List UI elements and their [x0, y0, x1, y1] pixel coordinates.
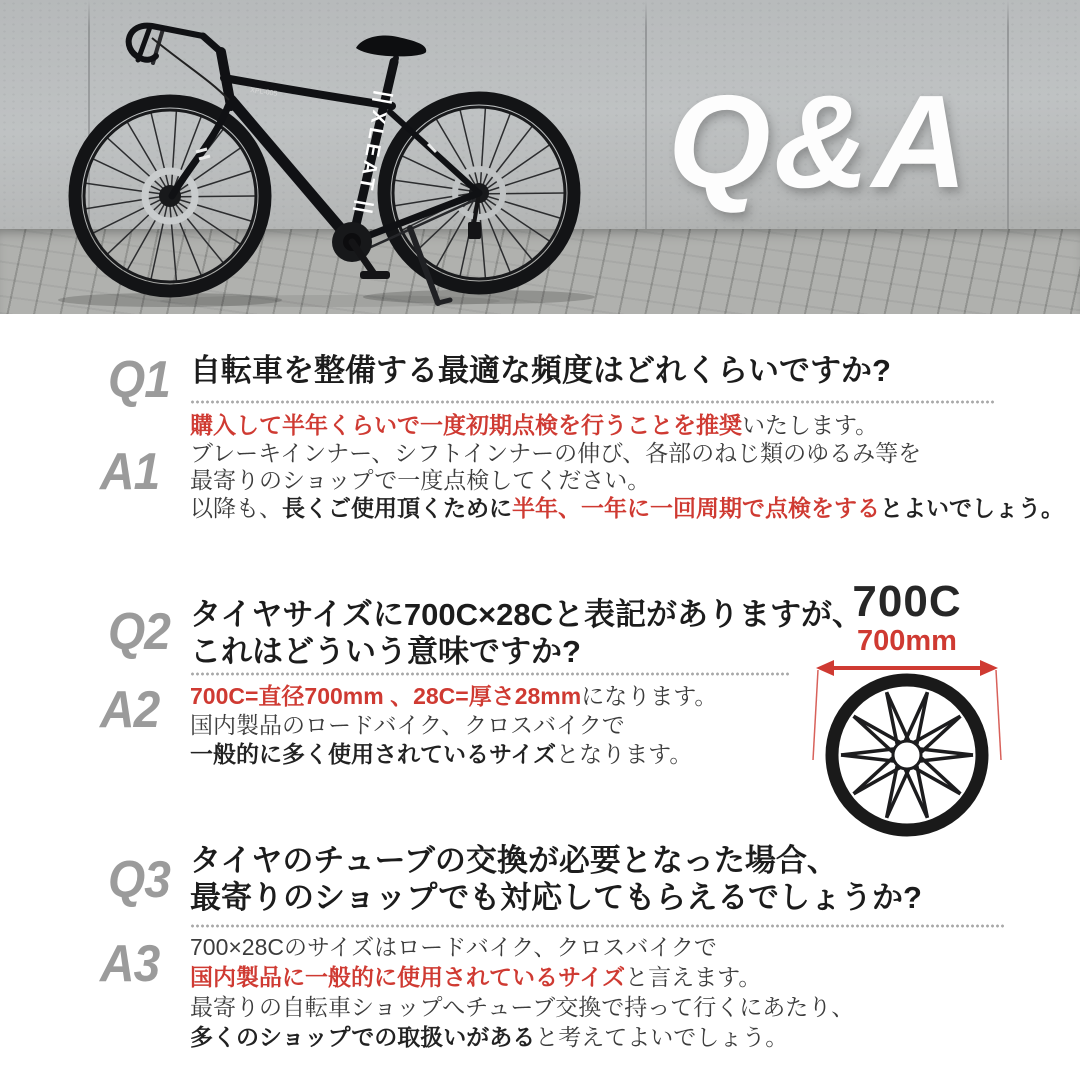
hero-photo: [0, 0, 1080, 314]
wheel-diameter-label: 700mm: [857, 625, 957, 657]
q1-question: 自転車を整備する最適な頻度はどれくらいですか?: [190, 353, 891, 388]
q2-question: タイヤサイズに700C×28Cと表記がありますが、 これはどういう意味ですか?: [190, 597, 863, 669]
q2-answer: 700C=直径700mm 、28C=厚さ28mmになります。 国内製品のロードバイク、クロスバイクで 一般的に多く使用されているサイズとなります。: [190, 683, 718, 767]
dotted-divider: [190, 924, 1005, 928]
saddle: [356, 35, 426, 72]
q3-question: タイヤのチューブの交換が必要となった場合、 最寄りのショップでも対応してもらえるでしょうか?: [190, 843, 922, 915]
q3-label: Q3: [108, 851, 170, 909]
wheel-size-label: 700C: [852, 577, 962, 626]
dotted-divider: [190, 400, 996, 404]
qa-section-1: [0, 350, 1080, 535]
handlebar: [129, 26, 221, 63]
q2-label: Q2: [108, 603, 170, 661]
wheel-icon: [812, 658, 1002, 852]
q3-answer: 700×28Cのサイズはロードバイク、クロスバイクで 国内製品に一般的に使用されているサイズと言えます。 最寄りの自転車ショップへチューブ交換で持って行くにあたり、 多くのショップでの取扱いがあると考えてよいでしょう。: [190, 934, 855, 1050]
qa-section-3: [0, 840, 1080, 1055]
svg-text:XLEAT: XLEAT: [353, 108, 391, 196]
dotted-divider: [190, 672, 790, 676]
hero-title: Q&A: [668, 68, 971, 215]
q1-label: Q1: [108, 351, 170, 409]
frame-code-text: XPL-005: [249, 87, 278, 98]
wheel-size-diagram: [812, 577, 1002, 855]
chain: [360, 198, 479, 252]
q1-answer: 購入して半年くらいで一度初期点検を行うことを推奨いたします。 ブレーキインナー、シフトインナーの伸び、各部のねじ類のゆるみ等を 最寄りのショップで一度点検してください。 以降も、長くご使用頂くために半年、一年に一回周期で点検をするとよいでしょう。: [190, 412, 1064, 521]
a1-label: A1: [100, 443, 160, 501]
a3-label: A3: [100, 935, 160, 993]
a2-label: A2: [100, 681, 160, 739]
